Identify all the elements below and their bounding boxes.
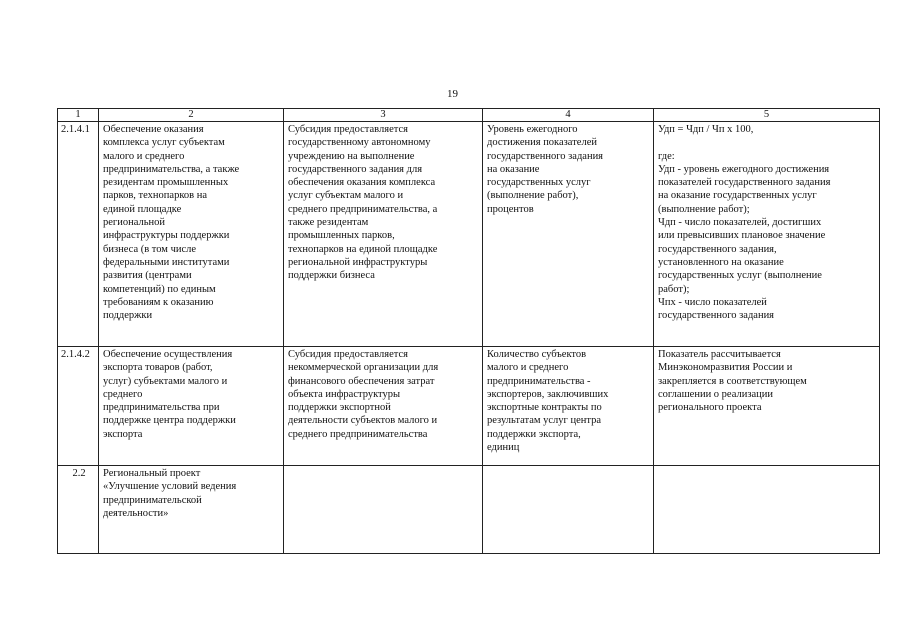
subsidy-table	[57, 108, 880, 554]
subsidy-description-cell: Субсидия предоставляется государственному автономному учреждению на выполнение государственного задания для обеспечения оказания комплекса услуг субъектам малого и среднего предпринимательства, а также резидентам промышленных парков, технопарков на единой площадке региональной инфраструктуры поддержки бизнеса	[284, 122, 483, 347]
column-header: 5	[654, 109, 880, 122]
indicator-cell: Уровень ежегодного достижения показателей государственного задания на оказание государственных услуг (выполнение работ), процентов	[483, 122, 654, 347]
column-header: 3	[284, 109, 483, 122]
indicator-cell: Количество субъектов малого и среднего предпринимательства - экспортеров, заключивших экспортные контракты по результатам услуг центра поддержки экспорта, единиц	[483, 347, 654, 466]
column-header: 4	[483, 109, 654, 122]
table-row	[58, 347, 880, 466]
calculation-method-cell	[654, 466, 880, 554]
measure-name-cell: Обеспечение осуществления экспорта товаров (работ, услуг) субъектами малого и среднего предпринимательства при поддержке центра поддержки экспорта	[99, 347, 284, 466]
measure-name-cell: Обеспечение оказания комплекса услуг субъектам малого и среднего предпринимательства, а также резидентам промышленных парков, технопарков на единой площадке региональной инфраструктуры поддержки бизнеса (в том числе федеральными институтами развития (центрами компетенций) по единым требованиям к оказанию поддержки	[99, 122, 284, 347]
row-number: 2.2	[58, 466, 99, 554]
column-header: 2	[99, 109, 284, 122]
page-number: 19	[447, 88, 458, 100]
table-header-row	[58, 109, 880, 122]
indicator-cell	[483, 466, 654, 554]
subsidy-description-cell: Субсидия предоставляется некоммерческой организации для финансового обеспечения затрат объекта инфраструктуры поддержки экспортной деятельности субъектов малого и среднего предпринимательства	[284, 347, 483, 466]
subsidy-description-cell	[284, 466, 483, 554]
table-row	[58, 122, 880, 347]
column-header: 1	[58, 109, 99, 122]
row-number: 2.1.4.2	[58, 347, 99, 466]
measure-name-cell: Региональный проект «Улучшение условий ведения предпринимательской деятельности»	[99, 466, 284, 554]
calculation-method-cell: Показатель рассчитывается Минэкономразвития России и закрепляется в соответствующем соглашении о реализации регионального проекта	[654, 347, 880, 466]
row-number: 2.1.4.1	[58, 122, 99, 347]
table-row	[58, 466, 880, 554]
calculation-method-cell: Удп = Чдп / Чп х 100, где: Удп - уровень ежегодного достижения показателей государственного задания на оказание государственных услуг (выполнение работ); Чдп - число показателей, достигших или превысивших плановое значение государственного задания, установленного на оказание государственных услуг (выполнение работ); Чпх - число показателей государственного задания	[654, 122, 880, 347]
